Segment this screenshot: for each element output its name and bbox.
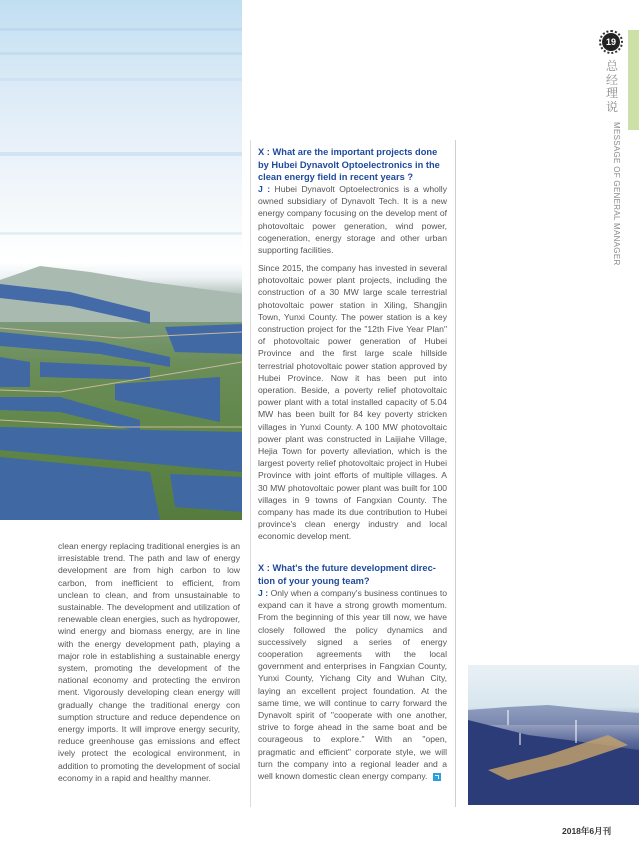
- question-text: What are the important projects done by Hubei Dynavolt Optoelectronics in the clean energy field in recent years ?: [258, 147, 440, 183]
- mountain-solar-farm-wind-turbines-photo: [468, 665, 639, 805]
- sky-photo: [0, 0, 242, 260]
- section-title-cn: 总经理说: [605, 59, 618, 114]
- answer-2: [258, 587, 447, 782]
- answer-mark: J :: [258, 184, 271, 194]
- question-1: [258, 146, 447, 184]
- left-column-text: clean energy replacing traditional energies is an irresistable trend. The path and law of energy development are from high carbon to low carbon, from inefficient to efficient, from unclean to clean, and from unsustainable to sustainable. The development and utilization of renewable clean energies, such as hydropower, wind energy and biomass energy, are in line with the energy development path, playing a major role in establishing a sustainable energy system, promoting the development of the national economy and protecting the environ ment. Vigorously developing clean energy will gradually change the traditional energy con sumption structure and reduce dependence on energy imports. It will improve energy security, reduce greenhouse gas emissions and effect ively protect the ecological environment, in addition to promoting the development of social economy in a rapid and healthy manner.: [58, 541, 241, 783]
- answer-1-paragraph-2: Since 2015, the company has invested in several photovoltaic power plant projects, including the construction of a 30 MW large scale terrestrial photovoltaic power station in Xiling, Shangjin Town, Yunxi County. The power station is a key construction project for the "12th Five Year Plan" of photovoltaic power generation of Hubei Province and the first large scale hillside terrestrial photovoltaic power station approved by Hubei Province. Now it has been put into operation. Beside, a poverty relief photovoltaic power plant with a total installed capacity of 5.04 MW has been built for 84 key poverty stricken villages in Yunxi County. A 100 MW photovoltaic power plant was constructed in Laijiahe Village, Hejia Town for poverty alleviation, which is the largest poverty relief photovoltaic project in Hubei Province with joint efforts of multiple villages. A 30 MW photovoltaic power plant was built for 100 villages in 9 towns of Fangxian County. The company has made its due contribution to Hubei province's clean energy industry and local economic develop ment.: [258, 263, 447, 542]
- hillside-solar-farm-photo: [0, 262, 242, 520]
- page-number-badge: 19: [602, 33, 620, 51]
- question-2: [258, 562, 447, 587]
- question-text: What's the future development direc- tion of your young team?: [258, 563, 436, 586]
- answer-text: Only when a company's business continues to expand can it have a strong growth momentum. From the beginning of this year till now, we have closely followed the policy dynamics and successively signed a series of energy cooperation agreements with the local government and enterprises in Fangxian County, Yunxi County, Yichang City and Wuhan City, laying an excellent project foundation. At the same time, we will continue to carry forward the Dynavolt spirit of "cooperate with one another, strive to forge ahead in the same boat and be courageous to explore." With an "open, pragmatic and efficient" corporate style, we will turn the company into a regional leader and a well known domestic clean energy company.: [258, 588, 448, 782]
- section-color-tab: [628, 30, 639, 130]
- question-mark: X :: [258, 147, 270, 157]
- answer-text: Hubei Dynavolt Optoelectronics is a wholly owned subsidiary of Dynavolt Tech. It is a new energy company focusing on the develop ment of photovoltaic power generation, wind power, cogeneration, energy storage and other urban supporting facilities.: [258, 184, 448, 256]
- section-title-en: MESSAGE OF GENERAL MANAGER: [612, 122, 621, 266]
- question-mark: X :: [258, 563, 270, 573]
- answer-mark: J :: [258, 588, 269, 598]
- end-of-article-icon: [433, 773, 441, 781]
- issue-date: 2018年6月刊: [562, 826, 612, 836]
- answer-1: [258, 183, 447, 256]
